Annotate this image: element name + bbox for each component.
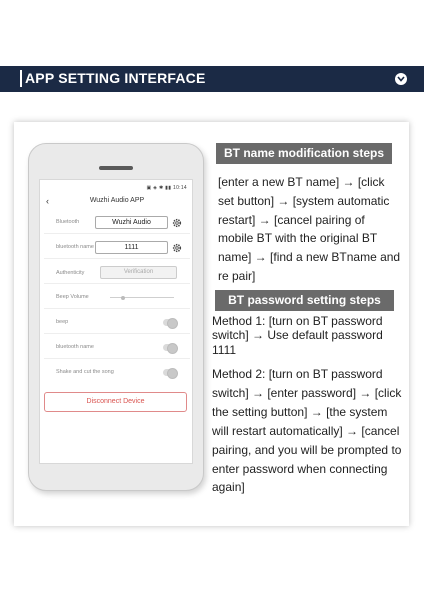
disconnect-button[interactable]: Disconnect Device	[44, 392, 187, 412]
authenticity-row	[44, 260, 190, 284]
verification-field[interactable]: Verification	[100, 266, 177, 279]
gear-icon[interactable]	[172, 243, 182, 253]
shake-toggle[interactable]	[163, 369, 177, 376]
volume-slider[interactable]	[110, 297, 174, 298]
bt-name-steps-text: [enter a new BT name] → [click set button] → [system automatic restart] → [cancel pairing of mobile BT with the original BT name] → [find a new BTname and re pair]	[218, 175, 401, 283]
beep-toggle[interactable]	[163, 319, 177, 326]
bt-name-switch-label: bluetooth name	[56, 344, 94, 350]
app-title: Wuzhi Audio APP	[89, 197, 145, 204]
status-time: 10:14	[172, 185, 187, 191]
volume-slider-knob[interactable]	[121, 296, 125, 300]
shake-label: Shake and cut the song	[56, 369, 114, 375]
bt-name-toggle[interactable]	[163, 344, 177, 351]
bluetooth-row	[44, 212, 190, 234]
phone-speaker	[99, 166, 133, 170]
beep-label: beep	[56, 319, 69, 325]
beep-volume-label: Beep Volume	[56, 294, 89, 300]
bt-name-switch-row	[44, 335, 190, 359]
back-icon[interactable]: ‹	[46, 196, 49, 206]
bt-name-label: bluetooth name	[56, 244, 94, 250]
password-method-2: Method 2: [turn on BT password switch] → [enter password] → [click the setting button] → [the system will restart automatically] → [cancel pairing, and you will be prompted to enter password when connecting again]	[212, 367, 402, 495]
bt-name-row	[44, 235, 190, 259]
bt-password-steps-heading: BT password setting steps	[215, 290, 394, 311]
beep-row	[44, 310, 190, 334]
bt-name-steps-heading: BT name modification steps	[216, 143, 392, 164]
status-icons: ▣ ◈ ✱ ▮▮	[146, 185, 173, 191]
phone-mockup	[28, 143, 204, 491]
gear-icon[interactable]	[172, 218, 182, 228]
shake-row	[44, 360, 190, 384]
phone-screen	[39, 179, 193, 464]
bluetooth-label: Bluetooth	[56, 219, 80, 225]
bt-name-field[interactable]: 1111	[95, 241, 168, 254]
app-header	[40, 192, 194, 212]
banner-title: APP SETTING INTERFACE	[20, 70, 206, 87]
section-banner	[0, 66, 424, 92]
bluetooth-field[interactable]: Wuzhi Audio	[95, 216, 168, 229]
authenticity-label: Authenticity	[56, 270, 85, 276]
status-bar	[146, 185, 187, 191]
chevron-down-icon[interactable]	[395, 73, 407, 85]
password-method-1: Method 1: [turn on BT password switch] → Use default password 1111	[212, 314, 383, 357]
beep-volume-row	[44, 285, 190, 309]
